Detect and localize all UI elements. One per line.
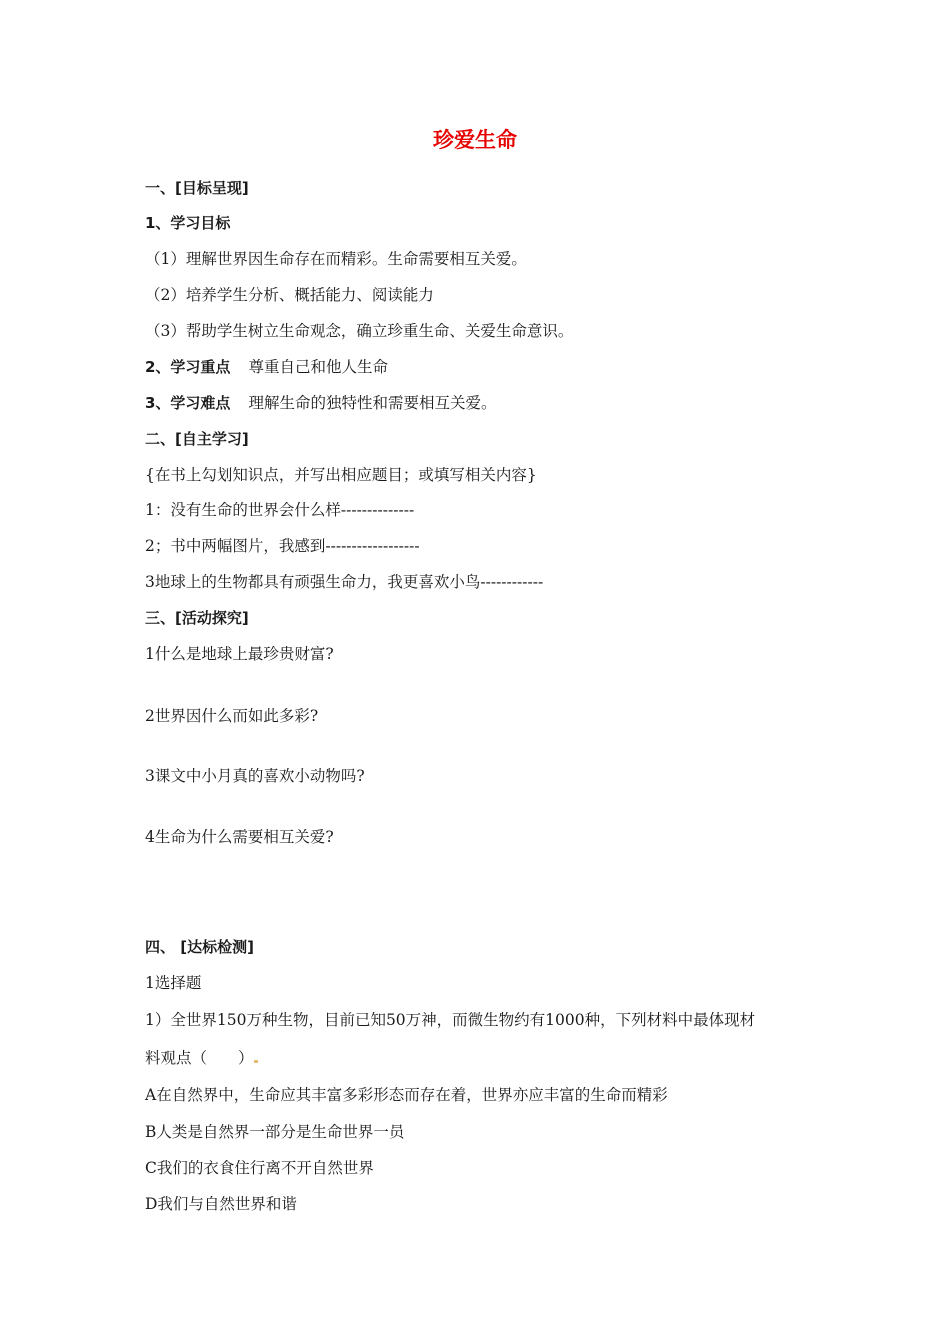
activity-question: 1什么是地球上最珍贵财富? [145,645,334,663]
activity-question: 2世界因什么而如此多彩? [145,707,319,725]
self-study-item: 2；书中两幅图片，我感到------------------ [145,537,420,555]
answer-option: A在自然界中，生命应其丰富多彩形态而存在着，世界亦应丰富的生命而精彩 [145,1086,668,1104]
section-heading-self-study: 二、[自主学习] [145,430,249,448]
learning-goals-heading: 1、学习目标 [145,214,231,232]
document-title: 珍爱生命 [433,128,517,152]
section-heading-goals: 一、[目标呈现] [145,179,249,197]
activity-question: 3课文中小月真的喜欢小动物吗? [145,767,365,785]
key-point-label: 2、学习重点 [145,358,231,376]
goal-item: （1）理解世界因生命存在而精彩。生命需要相互关爱。 [145,250,527,268]
section-heading-assessment: 四、 [达标检测] [145,938,254,956]
self-study-item: 1：没有生命的世界会什么样-------------- [145,501,415,519]
answer-option: B人类是自然界一部分是生命世界一员 [145,1123,405,1141]
question-text-line [145,1048,258,1068]
goal-item: （2）培养学生分析、概括能力、阅读能力 [145,286,434,304]
section-heading-activity: 三、[活动探究] [145,609,249,627]
question-text-continued: 料观点（ ） [145,1049,254,1067]
activity-question: 4生命为什么需要相互关爱? [145,828,334,846]
answer-option: C我们的衣食住行离不开自然世界 [145,1159,374,1177]
difficulty-label: 3、学习难点 [145,394,231,412]
self-study-item: 3地球上的生物都具有顽强生命力，我更喜欢小鸟------------ [145,573,544,591]
answer-option: D我们与自然世界和谐 [145,1195,297,1213]
question-text-line: 1）全世界150万种生物，目前已知50万神，而微生物约有1000种，下列材料中最体现材 [145,1011,756,1029]
goal-item: （3）帮助学生树立生命观念，确立珍重生命、关爱生命意识。 [145,322,574,340]
assessment-sub-heading: 1选择题 [145,974,202,992]
difficulty-row [145,393,496,413]
key-point-row [145,357,388,377]
self-study-instruction: {在书上勾划知识点，并写出相应题目；或填写相关内容} [145,466,537,484]
highlight-mark [254,1060,258,1063]
key-point-text: 尊重自己和他人生命 [248,358,388,376]
difficulty-text: 理解生命的独特性和需要相互关爱。 [248,394,497,412]
